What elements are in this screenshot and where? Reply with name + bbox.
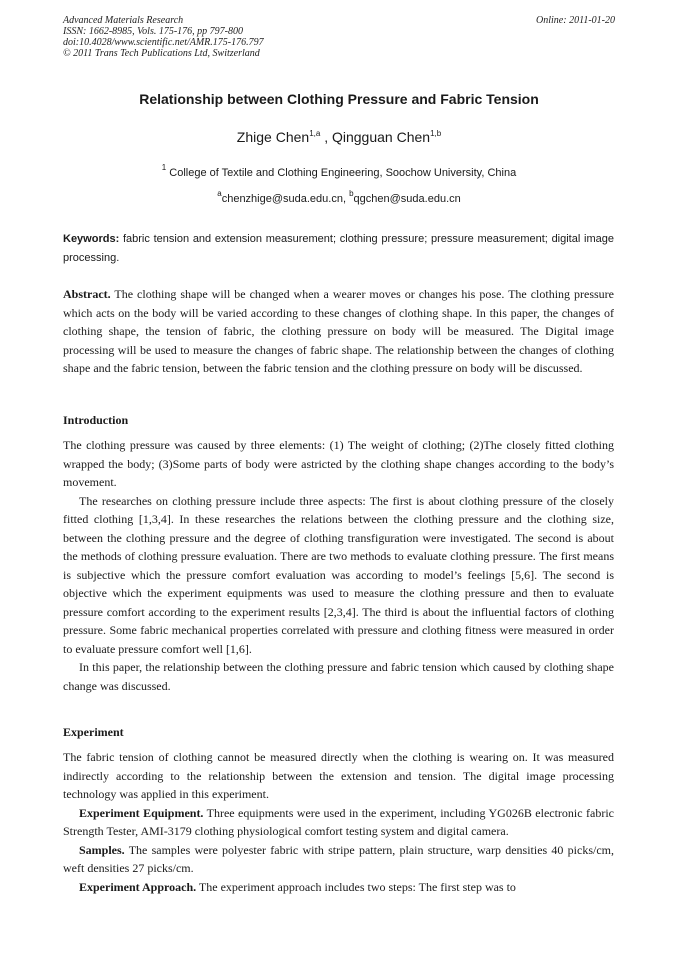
intro-paragraph: In this paper, the relationship between the clothing pressure and fabric tension which caused by clothing shape change was discussed.: [63, 660, 614, 693]
copyright-line: © 2011 Trans Tech Publications Ltd, Switzerland: [63, 48, 260, 59]
email-mark: b: [349, 189, 354, 198]
doi-line: doi:10.4028/www.scientific.net/AMR.175-176.797: [63, 37, 264, 48]
author-name: Qingguan Chen: [331, 129, 431, 145]
keywords-paragraph: [63, 230, 614, 268]
issn-line: ISSN: 1662-8985, Vols. 175-176, pp 797-800: [63, 26, 243, 37]
equipment-text: Three equipments were used in the experiment, including YG026B electronic fabric Strength Tester, AMI-3179 clothing physiological comfort testing system and digital camera.: [63, 805, 614, 838]
introduction-body: [63, 436, 614, 695]
intro-paragraph: The researches on clothing pressure include three aspects: The first is about clothing pressure of the closely fitted clothing [1,3,4]. In these researches the relations between the clothing pressure and the clothing size, between the clothing pressure and the degree of clothing transfiguration were investigated. The second is about the methods of clothing pressure evaluation. There are two methods to evaluate clothing pressure. The first means is subjective which the pressure comfort evaluation was according to model’s feelings [5,6]. The second is objective which the experiment equipments was used to measure the clothing pressure and then to evaluate pressure comfort according to the experiment results [2,3,4]. The third is about the influential factors of clothing pressure. Some fabric mechanical properties correlated with pressure and clothing fitness were measured in order to evaluate pressure comfort well [1,6].: [63, 493, 614, 656]
author-name: Zhige Chen: [236, 129, 310, 145]
section-heading-introduction: Introduction: [63, 413, 129, 427]
paper-title: Relationship between Clothing Pressure and Fabric Tension: [139, 91, 539, 107]
author-line: [0, 128, 678, 146]
equipment-label: Experiment Equipment.: [79, 805, 204, 820]
approach-label: Experiment Approach.: [79, 879, 197, 894]
author-affiliation-mark: 1,b: [430, 129, 442, 138]
experiment-equipment-paragraph: [63, 804, 614, 841]
email-link[interactable]: chenzhige@suda.edu.cn: [221, 193, 343, 205]
keywords-text: fabric tension and extension measurement; clothing pressure; pressure measurement; digital image processing.: [63, 233, 614, 264]
email-line: [0, 189, 678, 206]
author-separator: ,: [320, 129, 332, 145]
email-mark: a: [217, 189, 222, 198]
samples-text: The samples were polyester fabric with stripe pattern, plain structure, warp densities 40 picks/cm, weft densities 27 picks/cm.: [63, 842, 614, 875]
samples-paragraph: [63, 841, 614, 878]
approach-paragraph: [63, 878, 614, 897]
intro-paragraph: The clothing pressure was caused by three elements: (1) The weight of clothing; (2)The closely fitted clothing wrapped the body; (3)Some parts of body were astricted by the clothing shape changes according to the body’s movement.: [63, 438, 614, 489]
abstract-text: The clothing shape will be changed when a wearer moves or changes his pose. The clothing pressure which acts on the body will be varied according to these changes of clothing shape. In this paper, the changes of clothing shape, the tension of fabric, the clothing pressure on body will be measured. The Digital image processing will be used to measure the changes of fabric shape. The relationship between the changes of clothing shape and the fabric tension, between the fabric tension and the clothing pressure on body will be discussed.: [63, 287, 614, 375]
samples-label: Samples.: [79, 842, 125, 857]
keywords-label: Keywords:: [63, 233, 120, 245]
email-separator: ,: [342, 193, 350, 205]
experiment-paragraph: The fabric tension of clothing cannot be measured directly when the clothing is wearing on. It was measured indirectly according to the relationship between the extension and tension. The digital image processing technology was applied in this experiment.: [63, 750, 614, 801]
affiliation-text: College of Textile and Clothing Engineering, Soochow University, China: [166, 167, 517, 179]
journal-header: [63, 15, 615, 59]
affiliation-line: [0, 163, 678, 180]
section-heading-experiment: Experiment: [63, 725, 124, 739]
journal-name: Advanced Materials Research: [63, 15, 184, 26]
online-date: Online: 2011-01-20: [536, 15, 615, 26]
approach-text: The experiment approach includes two steps: The first step was to: [196, 879, 516, 894]
author-affiliation-mark: 1,a: [309, 129, 321, 138]
affiliation-mark: 1: [161, 163, 167, 172]
email-link[interactable]: qgchen@suda.edu.cn: [353, 193, 461, 205]
experiment-body: [63, 748, 614, 896]
abstract-label: Abstract.: [63, 287, 111, 301]
abstract-paragraph: [63, 285, 614, 378]
